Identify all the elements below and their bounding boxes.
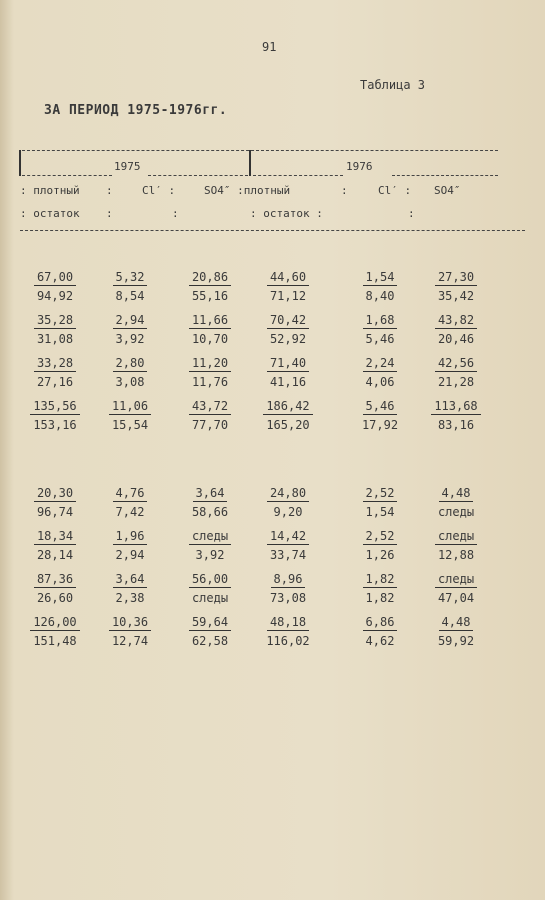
fraction-cell <box>345 529 415 562</box>
fraction-denominator: 28,14 <box>36 548 74 562</box>
fraction-numerator: 5,46 <box>363 399 398 415</box>
fraction-cell <box>20 270 90 303</box>
fraction-numerator: следы <box>435 572 477 588</box>
fraction-numerator: 2,80 <box>113 356 148 372</box>
fraction-denominator: 8,40 <box>365 289 395 303</box>
fraction-denominator: 73,08 <box>269 591 307 605</box>
fraction-numerator: 11,66 <box>189 313 231 329</box>
fraction-denominator: 1,82 <box>365 591 395 605</box>
fraction-denominator: 5,46 <box>365 332 395 346</box>
fraction-cell <box>20 529 90 562</box>
fraction-numerator: 4,76 <box>113 486 148 502</box>
header-year-rule-left-1 <box>22 175 112 176</box>
fraction-numerator: 71,40 <box>267 356 309 372</box>
fraction-denominator: 41,16 <box>269 375 307 389</box>
fraction-cell <box>175 313 245 346</box>
fraction-cell <box>95 356 165 389</box>
fraction-cell <box>253 313 323 346</box>
hdr-row1-c1: : плотный <box>20 184 80 197</box>
hdr-row1-c5: : <box>341 184 348 197</box>
fraction-denominator: 2,38 <box>115 591 145 605</box>
fraction-denominator: 2,94 <box>115 548 145 562</box>
fraction-cell <box>253 615 323 648</box>
fraction-denominator: следы <box>437 505 475 519</box>
fraction-cell <box>175 529 245 562</box>
fraction-cell <box>95 615 165 648</box>
fraction-denominator: 47,04 <box>437 591 475 605</box>
fraction-numerator: 67,00 <box>34 270 76 286</box>
fraction-numerator: 10,36 <box>109 615 151 631</box>
fraction-numerator: 2,52 <box>363 529 398 545</box>
hdr-row2-c4: : остаток : <box>250 207 323 220</box>
fraction-denominator: 165,20 <box>266 418 310 432</box>
fraction-cell <box>175 615 245 648</box>
fraction-cell <box>345 399 415 432</box>
fraction-numerator: 3,64 <box>113 572 148 588</box>
fraction-numerator: 87,36 <box>34 572 76 588</box>
fraction-numerator: 70,42 <box>267 313 309 329</box>
fraction-numerator: 3,64 <box>193 486 228 502</box>
fraction-numerator: 48,18 <box>267 615 309 631</box>
fraction-cell <box>421 399 491 432</box>
fraction-denominator: 94,92 <box>36 289 74 303</box>
hdr-row2-c1: : остаток <box>20 207 80 220</box>
fraction-denominator: 17,92 <box>361 418 399 432</box>
fraction-denominator: 3,92 <box>195 548 225 562</box>
fraction-denominator: 151,48 <box>33 634 77 648</box>
fraction-numerator: следы <box>435 529 477 545</box>
fraction-cell <box>20 572 90 605</box>
fraction-cell <box>175 572 245 605</box>
year-1975: 1975 <box>114 160 141 173</box>
fraction-denominator: 10,70 <box>191 332 229 346</box>
fraction-denominator: 11,76 <box>191 375 229 389</box>
fraction-denominator: 12,74 <box>111 634 149 648</box>
fraction-numerator: 6,86 <box>363 615 398 631</box>
header-top-rule <box>22 150 498 151</box>
header-bracket-mid <box>249 150 251 176</box>
fraction-cell <box>345 270 415 303</box>
fraction-denominator: 52,92 <box>269 332 307 346</box>
fraction-cell <box>345 572 415 605</box>
hdr-row2-c5: : <box>408 207 415 220</box>
header-bottom-rule <box>20 230 525 231</box>
fraction-numerator: 4,48 <box>439 486 474 502</box>
fraction-denominator: 9,20 <box>273 505 303 519</box>
fraction-numerator: 1,82 <box>363 572 398 588</box>
fraction-cell <box>95 572 165 605</box>
fraction-denominator: 83,16 <box>437 418 475 432</box>
fraction-cell <box>20 486 90 519</box>
fraction-numerator: 14,42 <box>267 529 309 545</box>
fraction-denominator: 55,16 <box>191 289 229 303</box>
fraction-numerator: 56,00 <box>189 572 231 588</box>
fraction-numerator: 4,48 <box>439 615 474 631</box>
fraction-denominator: 8,54 <box>115 289 145 303</box>
fraction-cell <box>20 356 90 389</box>
header-bracket-left <box>19 150 21 176</box>
fraction-cell <box>253 270 323 303</box>
fraction-cell <box>253 356 323 389</box>
fraction-numerator: 43,82 <box>435 313 477 329</box>
hdr-row1-c6: Cl′ : <box>378 184 412 197</box>
fraction-cell <box>345 486 415 519</box>
fraction-numerator: 20,86 <box>189 270 231 286</box>
fraction-cell <box>20 399 90 432</box>
fraction-cell <box>421 270 491 303</box>
header-year-rule-right-2 <box>392 175 498 176</box>
fraction-numerator: 42,56 <box>435 356 477 372</box>
fraction-denominator: 20,46 <box>437 332 475 346</box>
hdr-row1-c2: : <box>106 184 113 197</box>
fraction-numerator: 18,34 <box>34 529 76 545</box>
fraction-numerator: 11,20 <box>189 356 231 372</box>
header-year-rule-left-2 <box>148 175 248 176</box>
fraction-cell <box>421 313 491 346</box>
fraction-numerator: 11,06 <box>109 399 151 415</box>
fraction-cell <box>421 529 491 562</box>
fraction-denominator: следы <box>191 591 229 605</box>
fraction-denominator: 116,02 <box>266 634 310 648</box>
fraction-cell <box>253 529 323 562</box>
fraction-cell <box>175 399 245 432</box>
fraction-cell <box>421 615 491 648</box>
fraction-denominator: 26,60 <box>36 591 74 605</box>
fraction-cell <box>95 313 165 346</box>
fraction-denominator: 3,92 <box>115 332 145 346</box>
fraction-cell <box>253 399 323 432</box>
fraction-denominator: 62,58 <box>191 634 229 648</box>
fraction-denominator: 27,16 <box>36 375 74 389</box>
fraction-numerator: 2,24 <box>363 356 398 372</box>
page-number: 91 <box>262 40 277 54</box>
fraction-numerator: 33,28 <box>34 356 76 372</box>
fraction-numerator: 24,80 <box>267 486 309 502</box>
fraction-cell <box>345 313 415 346</box>
hdr-row2-c3: : <box>172 207 179 220</box>
fraction-cell <box>95 486 165 519</box>
table-label: Таблица 3 <box>360 78 426 92</box>
fraction-numerator: 35,28 <box>34 313 76 329</box>
fraction-cell <box>421 486 491 519</box>
period-title: ЗА ПЕРИОД 1975-1976гг. <box>44 103 228 118</box>
fraction-denominator: 7,42 <box>115 505 145 519</box>
fraction-cell <box>20 615 90 648</box>
hdr-row1-c3: Cl′ : <box>142 184 176 197</box>
fraction-denominator: 31,08 <box>36 332 74 346</box>
fraction-cell <box>95 270 165 303</box>
fraction-numerator: 2,94 <box>113 313 148 329</box>
fraction-denominator: 1,54 <box>365 505 395 519</box>
fraction-cell <box>345 615 415 648</box>
fraction-cell <box>253 572 323 605</box>
fraction-numerator: 135,56 <box>30 399 79 415</box>
fraction-numerator: следы <box>189 529 231 545</box>
fraction-numerator: 27,30 <box>435 270 477 286</box>
fraction-cell <box>345 356 415 389</box>
fraction-numerator: 126,00 <box>30 615 79 631</box>
fraction-denominator: 1,26 <box>365 548 395 562</box>
fraction-denominator: 3,08 <box>115 375 145 389</box>
fraction-cell <box>421 572 491 605</box>
fraction-denominator: 15,54 <box>111 418 149 432</box>
fraction-cell <box>175 270 245 303</box>
header-year-rule-right-1 <box>253 175 343 176</box>
fraction-denominator: 21,28 <box>437 375 475 389</box>
fraction-cell <box>95 529 165 562</box>
fraction-denominator: 33,74 <box>269 548 307 562</box>
fraction-numerator: 44,60 <box>267 270 309 286</box>
hdr-row2-c2: : <box>106 207 113 220</box>
fraction-denominator: 153,16 <box>33 418 77 432</box>
fraction-numerator: 43,72 <box>189 399 231 415</box>
fraction-numerator: 186,42 <box>263 399 312 415</box>
fraction-denominator: 96,74 <box>36 505 74 519</box>
fraction-denominator: 35,42 <box>437 289 475 303</box>
fraction-numerator: 8,96 <box>271 572 306 588</box>
fraction-cell <box>175 356 245 389</box>
fraction-numerator: 113,68 <box>431 399 480 415</box>
fraction-denominator: 4,62 <box>365 634 395 648</box>
fraction-denominator: 77,70 <box>191 418 229 432</box>
fraction-numerator: 1,68 <box>363 313 398 329</box>
fraction-denominator: 4,06 <box>365 375 395 389</box>
fraction-denominator: 58,66 <box>191 505 229 519</box>
fraction-denominator: 71,12 <box>269 289 307 303</box>
fraction-numerator: 1,54 <box>363 270 398 286</box>
fraction-numerator: 2,52 <box>363 486 398 502</box>
year-1976: 1976 <box>346 160 373 173</box>
hdr-row1-c4: SO4″ :плотный <box>204 184 291 197</box>
fraction-denominator: 59,92 <box>437 634 475 648</box>
fraction-numerator: 59,64 <box>189 615 231 631</box>
fraction-denominator: 12,88 <box>437 548 475 562</box>
hdr-row1-c7: SO4″ <box>434 184 461 197</box>
fraction-cell <box>421 356 491 389</box>
fraction-numerator: 1,96 <box>113 529 148 545</box>
fraction-cell <box>253 486 323 519</box>
fraction-numerator: 20,30 <box>34 486 76 502</box>
fraction-cell <box>95 399 165 432</box>
fraction-cell <box>175 486 245 519</box>
fraction-numerator: 5,32 <box>113 270 148 286</box>
fraction-cell <box>20 313 90 346</box>
